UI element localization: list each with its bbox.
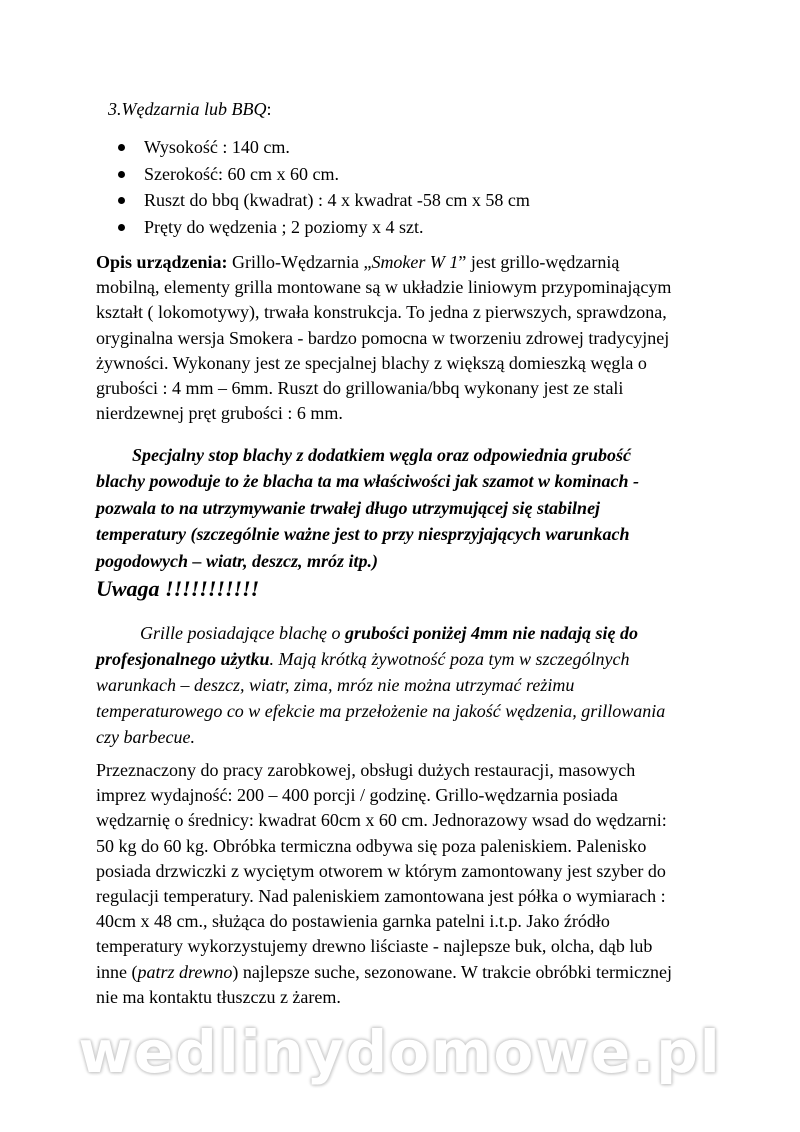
- bullet-icon: [118, 224, 125, 231]
- warning-paragraph: Grille posiadające blachę o grubości poniżej 4mm nie nadają się do profesjonalnego użytku. Mają krótką żywotność poza tym w szczególnych warunkach – deszcz, wiatr, zima, mróz nie można utrzymać reżimu temperaturowego co w efekcie ma przełożenie na jakość wędzenia, grillowania czy barbecue.: [96, 623, 666, 747]
- bullet-icon: [118, 197, 125, 204]
- bullet-icon: [118, 144, 125, 151]
- list-item: Wysokość : 140 cm.: [118, 134, 530, 161]
- bullet-icon: [118, 171, 125, 178]
- spec-list: [118, 134, 530, 240]
- watermark: wedlinydomowe.pl: [78, 1018, 722, 1086]
- section-heading: 3.Wędzarnia lub BBQ:: [108, 99, 272, 119]
- special-alloy-paragraph: Specjalny stop blachy z dodatkiem węgla oraz odpowiednia grubość blachy powoduje to że blacha ta ma właściwości jak szamot w kominach - pozwala to na utrzymywanie trwałej długo utrzymującej się stabilnej temperatury (szczególnie ważne jest to przy niesprzyjających warunkach pogodowych – wiatr, deszcz, mróz itp.): [96, 445, 640, 571]
- description-paragraph: Opis urządzenia: Grillo-Wędzarnia „Smoker W 1” jest grillo-wędzarnią mobilną, elementy grilla montowane są w układzie liniowym przypominającym kształt ( lokomotywy), trwała konstrukcja. To jedna z pierwszych, sprawdzona, oryginalna wersja Smokera - bardzo pomocna w tworzeniu zdrowej tradycyjnej żywności. Wykonany jest ze specjalnej blachy z większą domieszką węgla o grubości : 4 mm – 6mm. Ruszt do grillowania/bbq wykonany jest ze stali nierdzewnej pręt grubości : 6 mm.: [96, 252, 672, 424]
- product-name: Smoker W 1: [371, 252, 459, 272]
- purpose-paragraph: Przeznaczony do pracy zarobkowej, obsługi dużych restauracji, masowych imprez wydajność: 200 – 400 porcji / godzinę. Grillo-wędzarnia posiada wędzarnię o średnicy: kwadrat 60cm x 60 cm. Jednorazowy wsad do wędzarni: 50 kg do 60 kg. Obróbka termiczna odbywa się poza paleniskiem. Palenisko posiada drzwiczki z wyciętym otworem w którym zamontowany jest szyber do regulacji temperatury. Nad paleniskiem zamontowana jest półka o wymiarach : 40cm x 48 cm., służąca do postawienia garnka patelni i.t.p. Jako źródło temperatury wykorzystujemy drewno liściaste - najlepsze buk, olcha, dąb lub inne (patrz drewno) najlepsze suche, sezonowane. W trakcie obróbki termicznej nie ma kontaktu tłuszczu z żarem.: [96, 760, 672, 1007]
- list-item: Ruszt do bbq (kwadrat) : 4 x kwadrat -58 cm x 58 cm: [118, 187, 530, 214]
- warning-title: Uwaga !!!!!!!!!!!: [96, 576, 260, 601]
- list-item: Pręty do wędzenia ; 2 poziomy x 4 szt.: [118, 214, 530, 241]
- list-item: Szerokość: 60 cm x 60 cm.: [118, 161, 530, 188]
- description-label: Opis urządzenia:: [96, 252, 228, 272]
